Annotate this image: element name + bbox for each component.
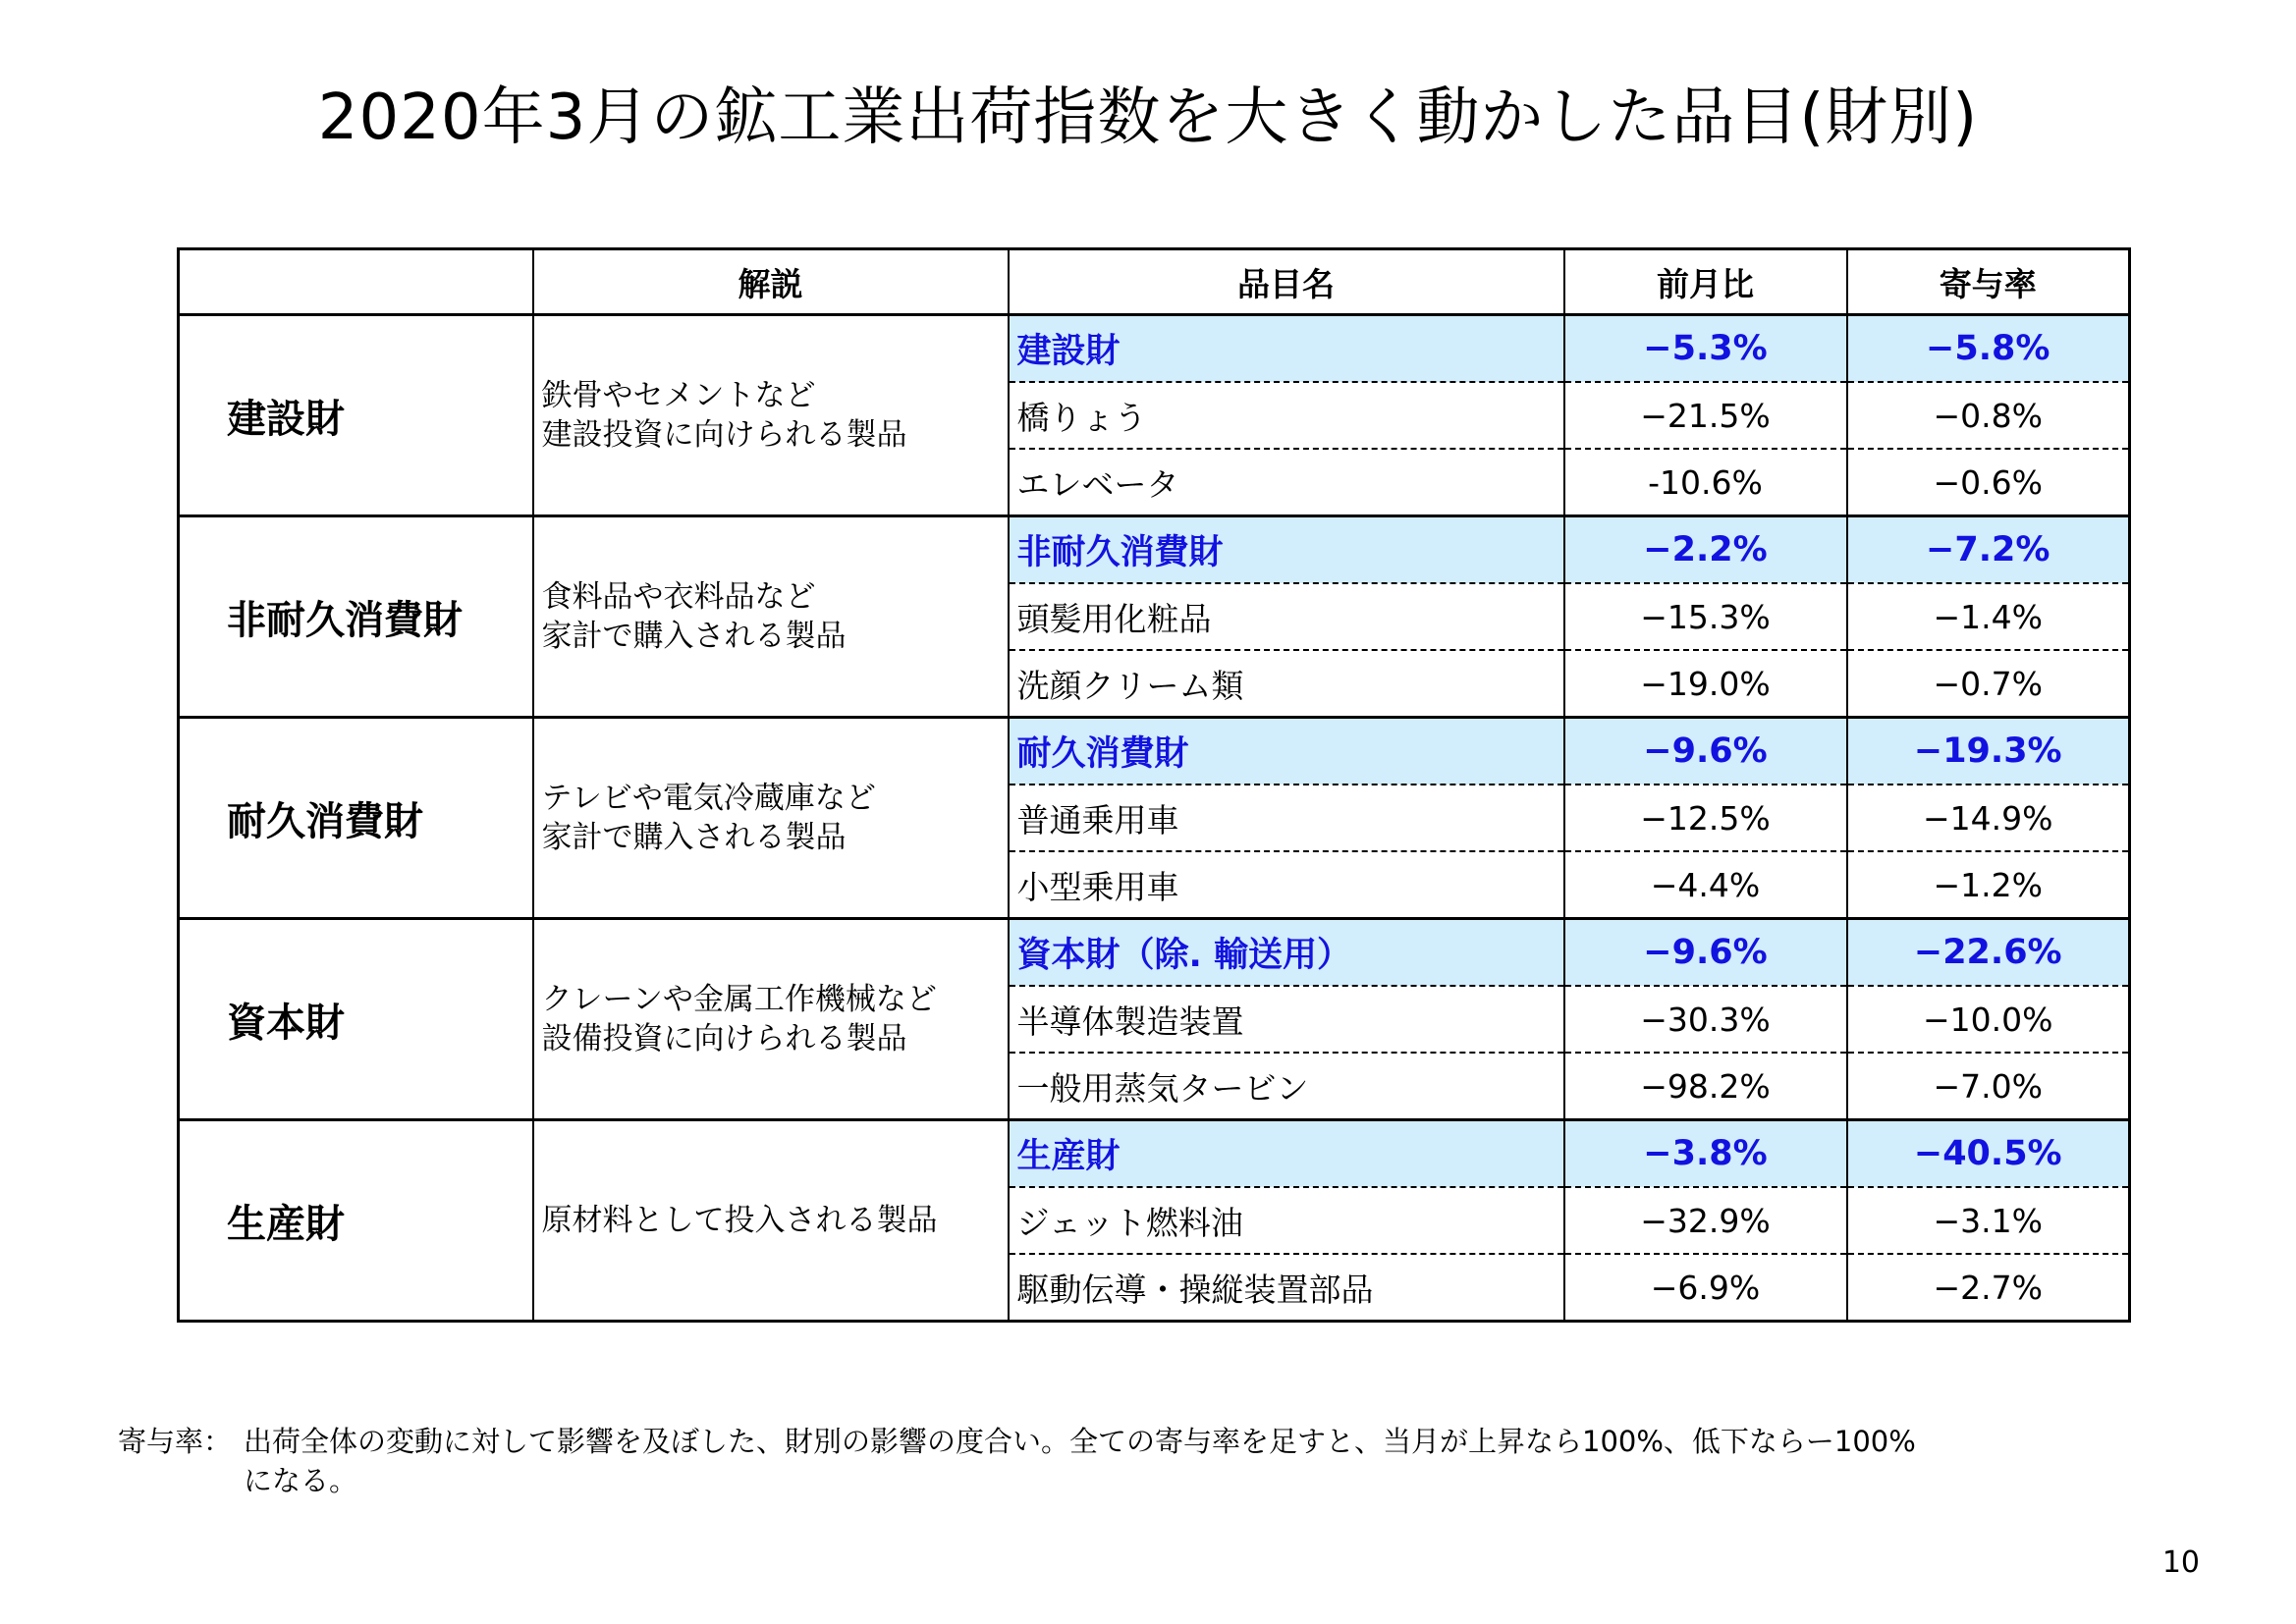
table-row (179, 718, 2130, 785)
item-name: 耐久消費財 (1009, 718, 1564, 785)
contribution: −14.9% (1847, 785, 2130, 851)
description-line: 食料品や衣料品など (541, 579, 816, 615)
item-name: 小型乗用車 (1009, 851, 1564, 919)
page-number: 10 (2161, 1545, 2200, 1580)
category-cell: 資本財 (179, 919, 533, 1120)
description-cell (533, 718, 1009, 919)
table-row (179, 1120, 2130, 1188)
description-cell (533, 919, 1009, 1120)
header-contribution: 寄与率 (1847, 249, 2130, 315)
header-description: 解説 (533, 249, 1009, 315)
mom-change: −9.6% (1564, 718, 1847, 785)
contribution: −1.2% (1847, 851, 2130, 919)
item-name: ジェット燃料油 (1009, 1187, 1564, 1254)
contribution: −0.7% (1847, 650, 2130, 718)
item-name: 建設財 (1009, 315, 1564, 383)
goods-table (177, 247, 2131, 1323)
header-mom-change: 前月比 (1564, 249, 1847, 315)
category-cell: 非耐久消費財 (179, 516, 533, 718)
mom-change: −3.8% (1564, 1120, 1847, 1188)
item-name: 頭髪用化粧品 (1009, 583, 1564, 650)
mom-change: −4.4% (1564, 851, 1847, 919)
mom-change: −21.5% (1564, 382, 1847, 449)
header-item-name: 品目名 (1009, 249, 1564, 315)
mom-change: −6.9% (1564, 1254, 1847, 1322)
mom-change: −30.3% (1564, 986, 1847, 1053)
mom-change: −2.2% (1564, 516, 1847, 584)
table-row (179, 516, 2130, 584)
description-line: テレビや電気冷蔵庫など (541, 781, 876, 816)
item-name: 駆動伝導・操縦装置部品 (1009, 1254, 1564, 1322)
contribution: −7.2% (1847, 516, 2130, 584)
footnote-line: 出荷全体の変動に対して影響を及ぼした、財別の影響の度合い。全ての寄与率を足すと、当月が上昇なら100%、低下ならー100% (244, 1425, 1916, 1458)
footnote-label: 寄与率： (118, 1425, 233, 1458)
item-name: 生産財 (1009, 1120, 1564, 1188)
contribution: −40.5% (1847, 1120, 2130, 1188)
description-cell (533, 315, 1009, 516)
footnote-text (244, 1422, 2198, 1500)
table-row (179, 919, 2130, 987)
item-name: エレベータ (1009, 449, 1564, 516)
description-line: クレーンや金属工作機械など (541, 982, 937, 1017)
item-name: 非耐久消費財 (1009, 516, 1564, 584)
item-name: 普通乗用車 (1009, 785, 1564, 851)
category-cell: 耐久消費財 (179, 718, 533, 919)
contribution: −2.7% (1847, 1254, 2130, 1322)
item-name: 一般用蒸気タービン (1009, 1053, 1564, 1120)
footnote-line: になる。 (244, 1464, 358, 1497)
mom-change: −32.9% (1564, 1187, 1847, 1254)
description-line: 家計で購入される製品 (541, 619, 847, 654)
item-name: 資本財（除. 輸送用） (1009, 919, 1564, 987)
mom-change: −19.0% (1564, 650, 1847, 718)
contribution: −22.6% (1847, 919, 2130, 987)
contribution: −19.3% (1847, 718, 2130, 785)
contribution: −10.0% (1847, 986, 2130, 1053)
contribution: −5.8% (1847, 315, 2130, 383)
contribution: −7.0% (1847, 1053, 2130, 1120)
description-cell (533, 1120, 1009, 1322)
mom-change: −98.2% (1564, 1053, 1847, 1120)
mom-change: -10.6% (1564, 449, 1847, 516)
mom-change: −15.3% (1564, 583, 1847, 650)
contribution: −3.1% (1847, 1187, 2130, 1254)
description-line: 建設投資に向けられる製品 (541, 417, 907, 453)
description-cell (533, 516, 1009, 718)
header-row (179, 249, 2130, 315)
header-category (179, 249, 533, 315)
item-name: 半導体製造装置 (1009, 986, 1564, 1053)
description-line: 家計で購入される製品 (541, 820, 847, 855)
mom-change: −12.5% (1564, 785, 1847, 851)
description-line: 原材料として投入される製品 (541, 1203, 938, 1238)
contribution: −0.6% (1847, 449, 2130, 516)
description-line: 設備投資に向けられる製品 (541, 1021, 907, 1056)
category-cell: 生産財 (179, 1120, 533, 1322)
category-cell: 建設財 (179, 315, 533, 516)
contribution: −1.4% (1847, 583, 2130, 650)
contribution: −0.8% (1847, 382, 2130, 449)
item-name: 橋りょう (1009, 382, 1564, 449)
page-title: 2020年3月の鉱工業出荷指数を大きく動かした品目(財別) (317, 81, 1979, 154)
mom-change: −5.3% (1564, 315, 1847, 383)
description-line: 鉄骨やセメントなど (541, 378, 816, 413)
item-name: 洗顔クリーム類 (1009, 650, 1564, 718)
mom-change: −9.6% (1564, 919, 1847, 987)
table-row (179, 315, 2130, 383)
